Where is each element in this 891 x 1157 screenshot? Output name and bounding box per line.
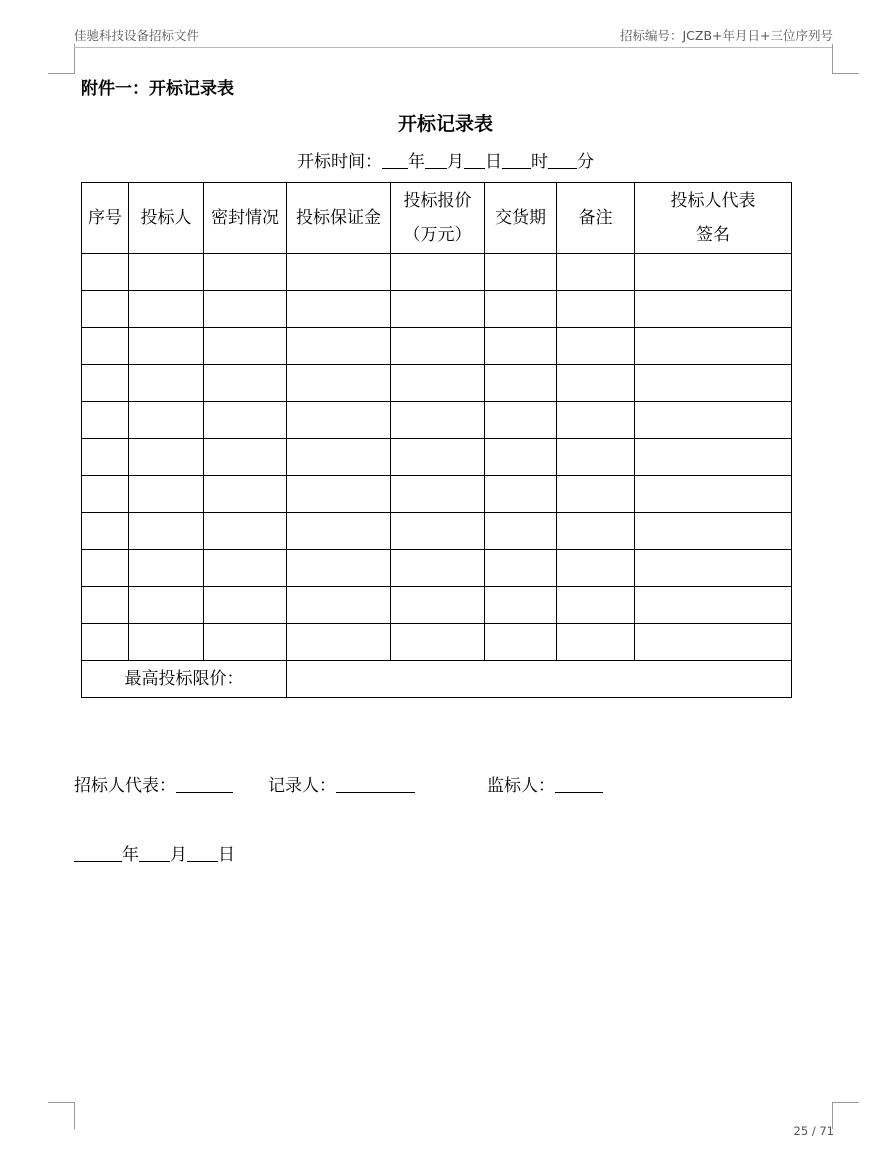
open-time-line	[0, 147, 891, 172]
open-time-minute: 分	[577, 152, 594, 172]
open-time-day: 日	[485, 152, 502, 172]
table-cell[interactable]	[82, 365, 129, 402]
page-title: 开标记录表	[397, 113, 493, 135]
date-month: 月	[170, 845, 187, 865]
table-row	[82, 254, 792, 291]
minute-blank[interactable]	[548, 151, 577, 169]
table-cell[interactable]	[391, 624, 485, 661]
table-cell[interactable]	[287, 254, 391, 291]
header-bid-bond: 投标保证金	[287, 183, 391, 254]
crop-mark-top-right	[832, 44, 859, 74]
table-cell[interactable]	[557, 291, 635, 328]
open-time-label: 开标时间：	[297, 152, 382, 172]
table-cell[interactable]	[129, 365, 204, 402]
header-tender-number: 招标编号：JCZB+年月日+三位序列号	[619, 28, 833, 43]
table-cell[interactable]	[82, 254, 129, 291]
supervisor-signature	[487, 771, 603, 796]
tenderer-rep-label: 招标人代表：	[74, 776, 176, 796]
table-cell[interactable]	[287, 513, 391, 550]
table-cell[interactable]	[635, 254, 792, 291]
table-cell[interactable]	[82, 513, 129, 550]
crop-mark-top-left	[48, 44, 75, 74]
table-cell[interactable]	[557, 550, 635, 587]
table-cell[interactable]	[287, 624, 391, 661]
date-day: 日	[218, 845, 235, 865]
table-cell[interactable]	[635, 439, 792, 476]
table-cell[interactable]	[391, 402, 485, 439]
table-row	[82, 624, 792, 661]
header-bidder-rep-signature: 投标人代表 签名	[635, 183, 792, 254]
year-blank[interactable]	[382, 151, 408, 169]
table-cell[interactable]	[557, 254, 635, 291]
open-time-year: 年	[408, 152, 425, 172]
table-cell[interactable]	[557, 439, 635, 476]
table-cell[interactable]	[557, 624, 635, 661]
table-cell[interactable]	[391, 254, 485, 291]
table-cell[interactable]	[485, 476, 557, 513]
table-cell[interactable]	[635, 476, 792, 513]
table-cell[interactable]	[485, 254, 557, 291]
table-cell[interactable]	[557, 365, 635, 402]
signing-date	[74, 840, 235, 865]
table-cell[interactable]	[129, 439, 204, 476]
table-cell[interactable]	[204, 513, 287, 550]
table-row	[82, 587, 792, 624]
table-cell[interactable]	[287, 328, 391, 365]
page-number: 25 / 71	[793, 1124, 834, 1138]
recorder-signature	[268, 771, 415, 796]
table-cell[interactable]	[204, 476, 287, 513]
table-cell[interactable]	[129, 328, 204, 365]
table-cell[interactable]	[485, 587, 557, 624]
table-cell[interactable]	[485, 439, 557, 476]
table-cell[interactable]	[287, 587, 391, 624]
crop-mark-bottom-left	[48, 1102, 75, 1129]
tenderer-rep-signature	[74, 771, 233, 796]
max-price-label: 最高投标限价：	[82, 661, 287, 698]
table-cell[interactable]	[391, 328, 485, 365]
table-cell[interactable]	[129, 513, 204, 550]
max-price-value[interactable]	[287, 661, 792, 698]
table-cell[interactable]	[635, 587, 792, 624]
table-cell[interactable]	[557, 513, 635, 550]
bid-opening-record-table	[81, 182, 792, 698]
table-cell[interactable]	[391, 550, 485, 587]
day-blank[interactable]	[464, 151, 485, 169]
table-cell[interactable]	[635, 365, 792, 402]
table-cell[interactable]	[635, 513, 792, 550]
table-cell[interactable]	[391, 513, 485, 550]
table-cell[interactable]	[485, 550, 557, 587]
table-cell[interactable]	[287, 291, 391, 328]
recorder-blank[interactable]	[336, 775, 415, 793]
recorder-label: 记录人：	[268, 776, 336, 796]
table-cell[interactable]	[287, 550, 391, 587]
header-bid-price: 投标报价 （万元）	[391, 183, 485, 254]
date-month-blank[interactable]	[139, 844, 170, 862]
table-row	[82, 402, 792, 439]
table-cell[interactable]	[82, 550, 129, 587]
header-rule	[74, 47, 832, 48]
table-cell[interactable]	[204, 254, 287, 291]
table-cell[interactable]	[557, 328, 635, 365]
table-cell[interactable]	[287, 476, 391, 513]
table-cell[interactable]	[129, 291, 204, 328]
table-cell[interactable]	[635, 624, 792, 661]
table-cell[interactable]	[391, 291, 485, 328]
open-time-hour: 时	[531, 152, 548, 172]
table-row	[82, 550, 792, 587]
header-delivery-period: 交货期	[485, 183, 557, 254]
date-year: 年	[122, 845, 139, 865]
table-cell[interactable]	[485, 402, 557, 439]
table-cell[interactable]	[204, 550, 287, 587]
table-cell[interactable]	[82, 587, 129, 624]
table-cell[interactable]	[557, 476, 635, 513]
open-time-month: 月	[447, 152, 464, 172]
table-cell[interactable]	[129, 624, 204, 661]
table-cell[interactable]	[557, 402, 635, 439]
appendix-label: 附件一：开标记录表	[81, 79, 234, 99]
table-cell[interactable]	[635, 328, 792, 365]
table-cell[interactable]	[287, 402, 391, 439]
table-row	[82, 476, 792, 513]
table-cell[interactable]	[204, 365, 287, 402]
table-row	[82, 439, 792, 476]
table-cell[interactable]	[485, 624, 557, 661]
table-row	[82, 513, 792, 550]
date-day-blank[interactable]	[187, 844, 218, 862]
table-cell[interactable]	[82, 328, 129, 365]
header-seal-status: 密封情况	[204, 183, 287, 254]
header-serial-number: 序号	[82, 183, 129, 254]
table-cell[interactable]	[557, 587, 635, 624]
table-cell[interactable]	[391, 476, 485, 513]
table-cell[interactable]	[82, 402, 129, 439]
table-cell[interactable]	[485, 513, 557, 550]
table-cell[interactable]	[204, 328, 287, 365]
table-row	[82, 365, 792, 402]
supervisor-label: 监标人：	[487, 776, 555, 796]
max-price-row	[82, 661, 792, 698]
table-cell[interactable]	[204, 587, 287, 624]
table-cell[interactable]	[82, 624, 129, 661]
table-row	[82, 291, 792, 328]
date-year-blank[interactable]	[74, 844, 122, 862]
table-cell[interactable]	[391, 439, 485, 476]
table-cell[interactable]	[391, 365, 485, 402]
supervisor-blank[interactable]	[555, 775, 603, 793]
table-cell[interactable]	[129, 550, 204, 587]
table-cell[interactable]	[129, 476, 204, 513]
table-cell[interactable]	[129, 587, 204, 624]
table-cell[interactable]	[287, 365, 391, 402]
header-document-name: 佳驰科技设备招标文件	[74, 28, 200, 43]
table-cell[interactable]	[82, 476, 129, 513]
hour-blank[interactable]	[502, 151, 531, 169]
tenderer-rep-blank[interactable]	[176, 775, 233, 793]
table-cell[interactable]	[82, 439, 129, 476]
table-cell[interactable]	[635, 291, 792, 328]
table-cell[interactable]	[485, 291, 557, 328]
table-row	[82, 328, 792, 365]
table-cell[interactable]	[485, 328, 557, 365]
crop-mark-bottom-right	[832, 1102, 859, 1129]
header-remarks: 备注	[557, 183, 635, 254]
header-bidder: 投标人	[129, 183, 204, 254]
table-cell[interactable]	[82, 291, 129, 328]
table-cell[interactable]	[129, 402, 204, 439]
table-cell[interactable]	[204, 624, 287, 661]
month-blank[interactable]	[425, 151, 447, 169]
table-cell[interactable]	[129, 254, 204, 291]
table-cell[interactable]	[635, 550, 792, 587]
table-cell[interactable]	[204, 291, 287, 328]
table-cell[interactable]	[204, 402, 287, 439]
table-cell[interactable]	[391, 587, 485, 624]
table-header-row	[82, 183, 792, 254]
table-cell[interactable]	[485, 365, 557, 402]
table-cell[interactable]	[204, 439, 287, 476]
table-cell[interactable]	[287, 439, 391, 476]
table-cell[interactable]	[635, 402, 792, 439]
